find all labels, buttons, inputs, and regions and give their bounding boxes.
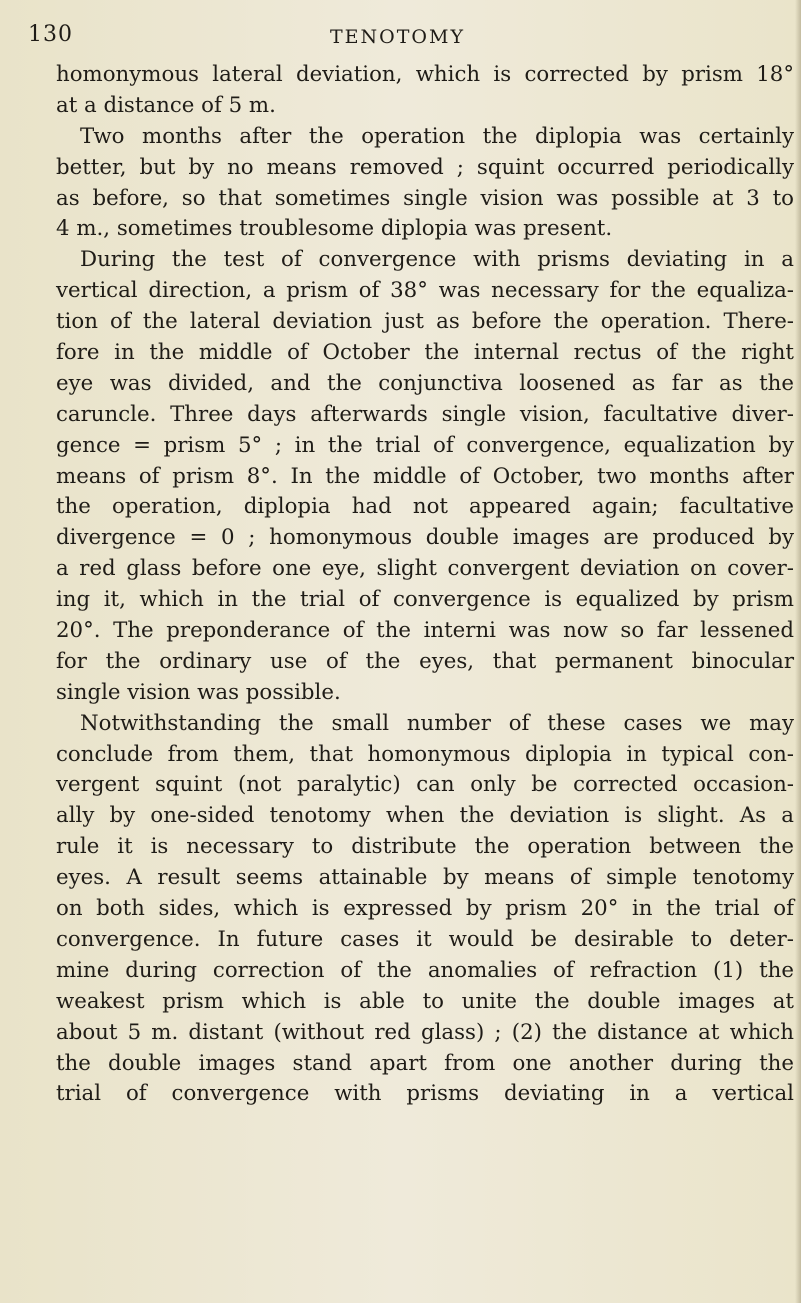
- text-line: weakest prism which is able to unite the double images at: [56, 988, 794, 1014]
- text-line: about 5 m. distant (without red glass) ; (2) the distance at which: [56, 1019, 794, 1045]
- text-line: the operation, diplopia had not appeared again; facultative: [56, 494, 794, 520]
- text-line: vergent squint (not paralytic) can only be corrected occasion-: [56, 772, 794, 798]
- running-title: TENOTOMY: [330, 26, 465, 48]
- text-line: at a distance of 5 m.: [56, 92, 276, 118]
- text-line: caruncle. Three days afterwards single vision, facultative diver-: [56, 401, 794, 427]
- text-line: means of prism 8°. In the middle of October, two months after: [56, 463, 794, 489]
- page-edge-shadow: [795, 0, 801, 1303]
- text-line: rule it is necessary to distribute the operation between the: [56, 834, 794, 860]
- text-line: tion of the lateral deviation just as before the operation. There-: [56, 309, 794, 335]
- text-line: 4 m., sometimes troublesome diplopia was present.: [56, 216, 613, 242]
- text-line: vertical direction, a prism of 38° was necessary for the equaliza-: [56, 278, 794, 304]
- text-line: conclude from them, that homonymous diplopia in typical con-: [56, 741, 794, 767]
- text-line: the double images stand apart from one another during the: [56, 1050, 794, 1076]
- text-line: Two months after the operation the diplopia was certainly: [80, 123, 794, 149]
- text-line: on both sides, which is expressed by prism 20° in the trial of: [56, 896, 794, 922]
- text-line: eyes. A result seems attainable by means of simple tenotomy: [56, 865, 794, 891]
- text-line: as before, so that sometimes single vision was possible at 3 to: [56, 185, 794, 211]
- body-text: [56, 60, 794, 1110]
- text-line: gence = prism 5° ; in the trial of convergence, equalization by: [56, 432, 794, 458]
- text-line: mine during correction of the anomalies of refraction (1) the: [56, 957, 794, 983]
- page-header: [0, 22, 801, 56]
- text-line: single vision was possible.: [56, 679, 341, 705]
- text-line: a red glass before one eye, slight convergent deviation on cover-: [56, 556, 794, 582]
- text-line: During the test of convergence with prisms deviating in a: [80, 247, 794, 273]
- page-number: 130: [28, 22, 73, 47]
- text-line: ing it, which in the trial of convergence is equalized by prism: [56, 587, 794, 613]
- text-line: trial of convergence with prisms deviating in a vertical: [56, 1081, 794, 1107]
- text-line: 20°. The preponderance of the interni was now so far lessened: [56, 618, 794, 644]
- text-line: for the ordinary use of the eyes, that permanent binocular: [56, 648, 794, 674]
- text-line: Notwithstanding the small number of these cases we may: [80, 710, 794, 736]
- text-line: divergence = 0 ; homonymous double images are produced by: [56, 525, 794, 551]
- text-line: ally by one-sided tenotomy when the deviation is slight. As a: [56, 803, 794, 829]
- text-line: homonymous lateral deviation, which is corrected by prism 18°: [56, 62, 794, 87]
- text-line: fore in the middle of October the internal rectus of the right: [56, 340, 794, 366]
- text-line: eye was divided, and the conjunctiva loosened as far as the: [56, 370, 794, 396]
- text-line: better, but by no means removed ; squint occurred periodically: [56, 154, 794, 180]
- text-line: convergence. In future cases it would be desirable to deter-: [56, 926, 794, 952]
